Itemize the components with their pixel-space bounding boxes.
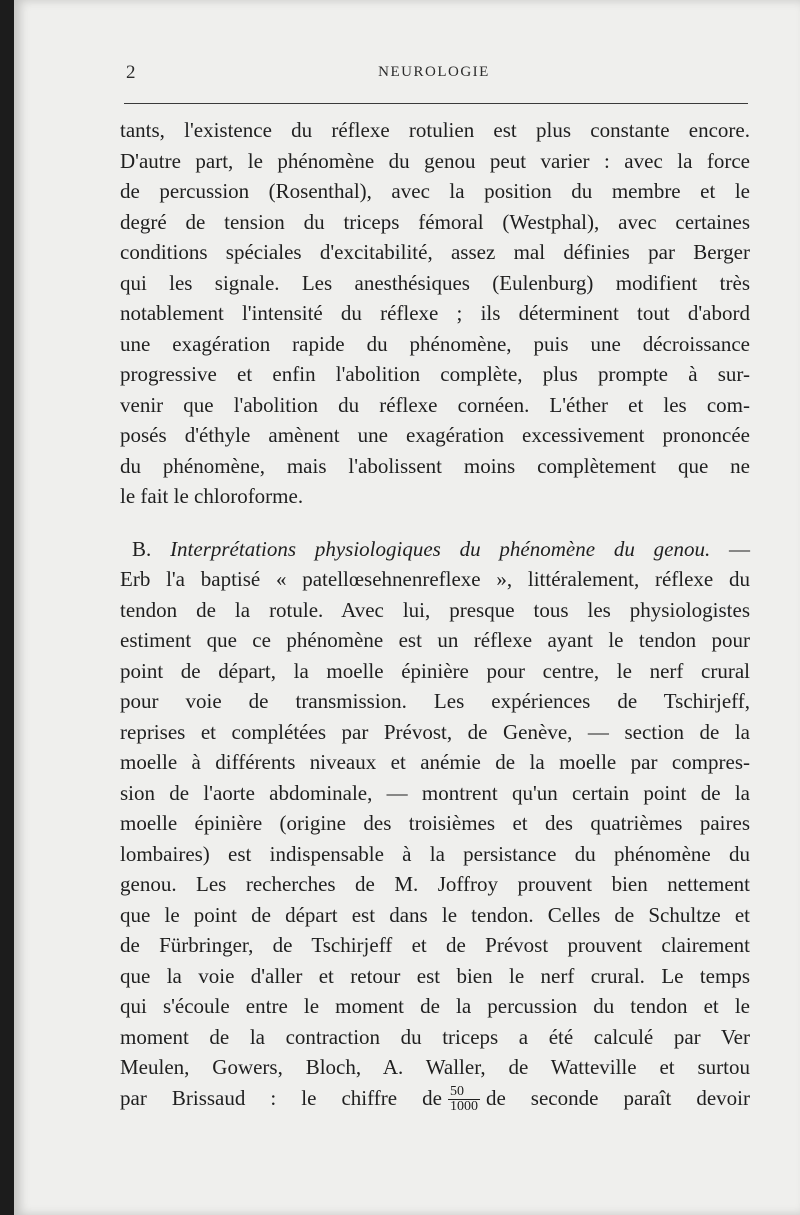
text-line: Erb l'a baptisé « patellœsehnenreflexe », littéralement, réflexe du (120, 567, 750, 591)
book-page (14, 0, 800, 1215)
section-letter: B. (132, 536, 152, 561)
text-line: reprises et complétées par Prévost, de Genève, — section de la (120, 719, 750, 744)
fraction (448, 1085, 480, 1114)
text-line: D'autre part, le phénomène du genou peut varier : avec la force (120, 148, 750, 173)
running-title: NEUROLOGIE (378, 64, 490, 80)
page-header (120, 62, 748, 86)
text-line: moelle épinière (origine des troisièmes et des quatrièmes paires (120, 811, 750, 835)
section-title: Interprétations physiologiques du phénomène du genou. (170, 536, 711, 561)
section-heading (120, 534, 750, 565)
text-line: lombaires) est indispensable à la persistance du phénomène du (120, 841, 750, 866)
text-line: degré de tension du triceps fémoral (Westphal), avec certaines (120, 209, 750, 234)
fraction-denominator: 1000 (449, 1099, 478, 1115)
body-text (120, 115, 750, 1113)
text-line: le fait le chloroforme. (120, 484, 304, 508)
paragraph-1 (120, 115, 750, 512)
text-line: Meulen, Gowers, Bloch, A. Waller, de Watteville et surtou (120, 1055, 750, 1079)
text-line: moment de la contraction du triceps a été calculé par Ver (120, 1024, 750, 1049)
text-line: notablement l'intensité du réflexe ; ils déterminent tout d'abord (120, 301, 750, 325)
text-line: que le point de départ est dans le tendon. Celles de Schultze et (120, 902, 750, 927)
text-line: point de départ, la moelle épinière pour centre, le nerf crural (120, 658, 750, 683)
text-line: tendon de la rotule. Avec lui, presque tous les physiologistes (120, 597, 750, 622)
text-line: une exagération rapide du phénomène, puis une décroissance (120, 331, 750, 356)
text-line: pour voie de transmission. Les expériences de Tschirjeff, (120, 689, 750, 713)
text-line: tants, l'existence du réflexe rotulien est plus constante encore. (120, 118, 750, 142)
text-line: sion de l'aorte abdominale, — montrent qu'un certain point de la (120, 780, 750, 805)
text-line: venir que l'abolition du réflexe cornéen. L'éther et les com- (120, 392, 750, 417)
section-dash: — (729, 536, 750, 561)
text-line: de Fürbringer, de Tschirjeff et de Prévost prouvent clairement (120, 933, 750, 957)
text-line: qui les signale. Les anesthésiques (Eulenburg) modifient très (120, 270, 750, 295)
page-number: 2 (126, 62, 136, 83)
text-line: genou. Les recherches de M. Joffroy prouvent bien nettement (120, 872, 750, 896)
section-b (120, 534, 750, 1114)
text-line: de percussion (Rosenthal), avec la position du membre et le (120, 179, 750, 203)
text-line: qui s'écoule entre le moment de la percussion du tendon et le (120, 994, 750, 1018)
fraction-numerator: 50 (448, 1085, 480, 1100)
header-rule (124, 103, 748, 104)
text-line: moelle à différents niveaux et anémie de la moelle par compres- (120, 750, 750, 774)
text-after-fraction: de seconde paraît devoir (485, 1085, 750, 1110)
text-line: posés d'éthyle amènent une exagération excessivement prononcée (120, 423, 750, 447)
text-line: conditions spéciales d'excitabilité, assez mal définies par Berger (120, 240, 750, 264)
text-line: du phénomène, mais l'abolissent moins complètement que ne (120, 453, 750, 478)
text-before-fraction: par Brissaud : le chiffre de (120, 1085, 442, 1110)
text-line-with-fraction (120, 1083, 750, 1114)
text-line: estiment que ce phénomène est un réflexe ayant le tendon pour (120, 628, 750, 652)
text-line: progressive et enfin l'abolition complète, plus prompte à sur- (120, 362, 750, 386)
text-line: que la voie d'aller et retour est bien le nerf crural. Le temps (120, 963, 750, 988)
